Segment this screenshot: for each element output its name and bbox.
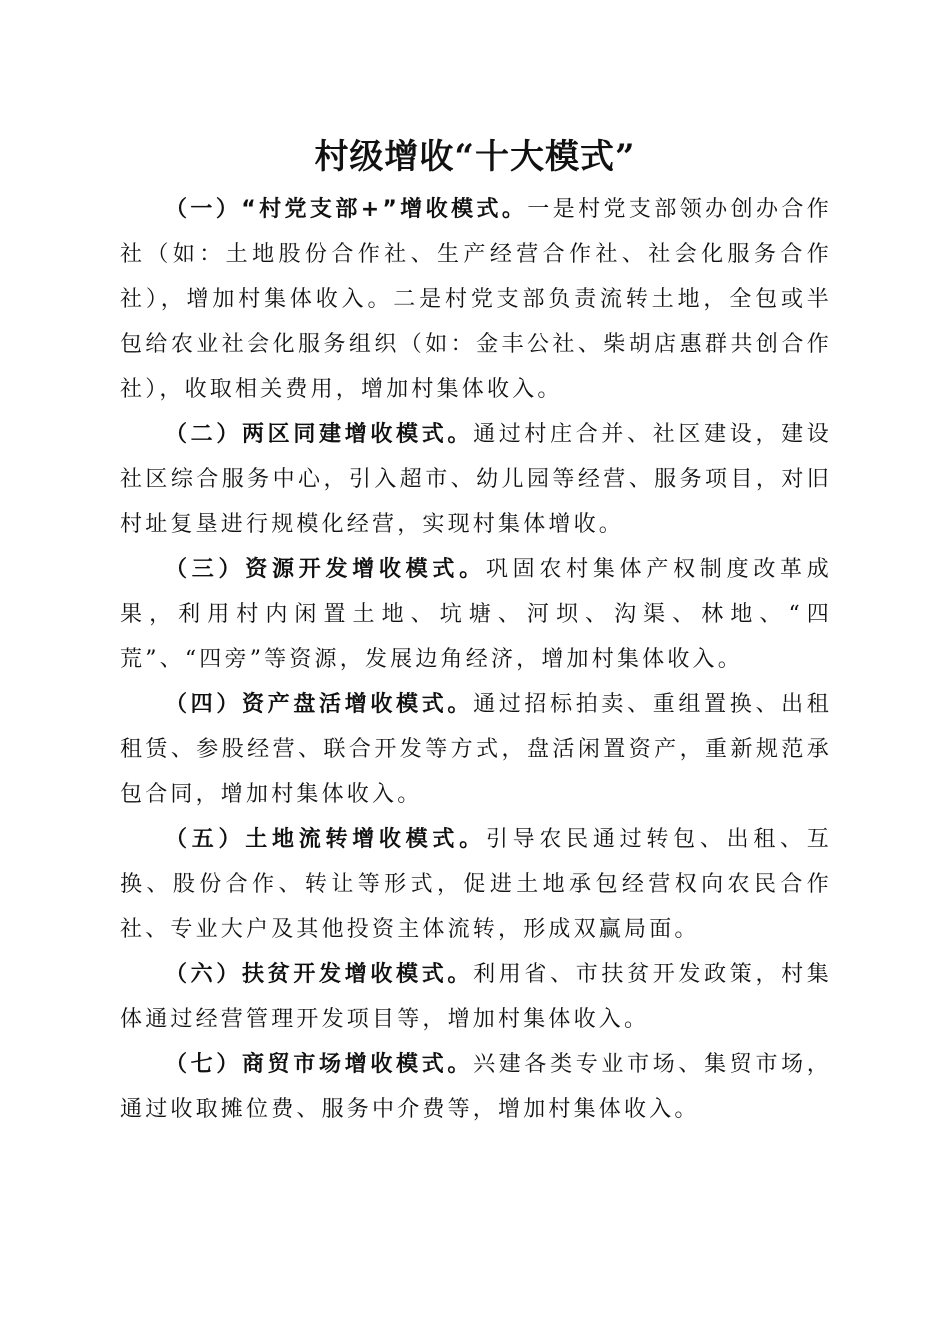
paragraph-7 xyxy=(120,1042,832,1132)
paragraph-text: 巩固农村集体产权制度改革成果，利用村内闲置土地、坑塘、河坝、沟渠、林地、“四荒”、“四旁”等资源，发展边角经济，增加村集体收入。 xyxy=(120,557,832,672)
paragraph-heading: （三）资源开发增收模式。 xyxy=(165,557,486,582)
paragraph-heading: （二）两区同建增收模式。 xyxy=(165,422,474,447)
document-body xyxy=(120,187,832,1132)
paragraph-text: 一是村党支部领办创办合作社（如：土地股份合作社、生产经营合作社、社会化服务合作社），增加村集体收入。二是村党支部负责流转土地，全包或半包给农业社会化服务组织（如：金丰公社、柴胡店惠群共创合作社），收取相关费用，增加村集体收入。 xyxy=(120,197,833,402)
paragraph-heading: （一）“村党支部+”增收模式。 xyxy=(165,197,528,222)
paragraph-2 xyxy=(120,412,832,547)
paragraph-heading: （六）扶贫开发增收模式。 xyxy=(165,962,474,987)
paragraph-text: 兴建各类专业市场、集贸市场，通过收取摊位费、服务中介费等，增加村集体收入。 xyxy=(120,1052,832,1122)
paragraph-text: 通过招标拍卖、重组置换、出租租赁、参股经营、联合开发等方式，盘活闲置资产，重新规范承包合同，增加村集体收入。 xyxy=(120,692,832,807)
paragraph-3 xyxy=(120,547,832,682)
paragraph-text: 利用省、市扶贫开发政策，村集体通过经营管理开发项目等，增加村集体收入。 xyxy=(120,962,832,1032)
paragraph-heading: （五）土地流转增收模式。 xyxy=(165,827,486,852)
paragraph-4 xyxy=(120,682,832,817)
paragraph-6 xyxy=(120,952,832,1042)
paragraph-heading: （七）商贸市场增收模式。 xyxy=(165,1052,474,1077)
paragraph-5 xyxy=(120,817,832,952)
paragraph-text: 通过村庄合并、社区建设，建设社区综合服务中心，引入超市、幼儿园等经营、服务项目，对旧村址复垦进行规模化经营，实现村集体增收。 xyxy=(120,422,832,537)
document-title: 村级增收“十大模式” xyxy=(314,137,636,177)
paragraph-heading: （四）资产盘活增收模式。 xyxy=(165,692,474,717)
paragraph-1 xyxy=(120,187,832,412)
paragraph-text: 引导农民通过转包、出租、互换、股份合作、转让等形式，促进土地承包经营权向农民合作社、专业大户及其他投资主体流转，形成双赢局面。 xyxy=(120,827,832,942)
